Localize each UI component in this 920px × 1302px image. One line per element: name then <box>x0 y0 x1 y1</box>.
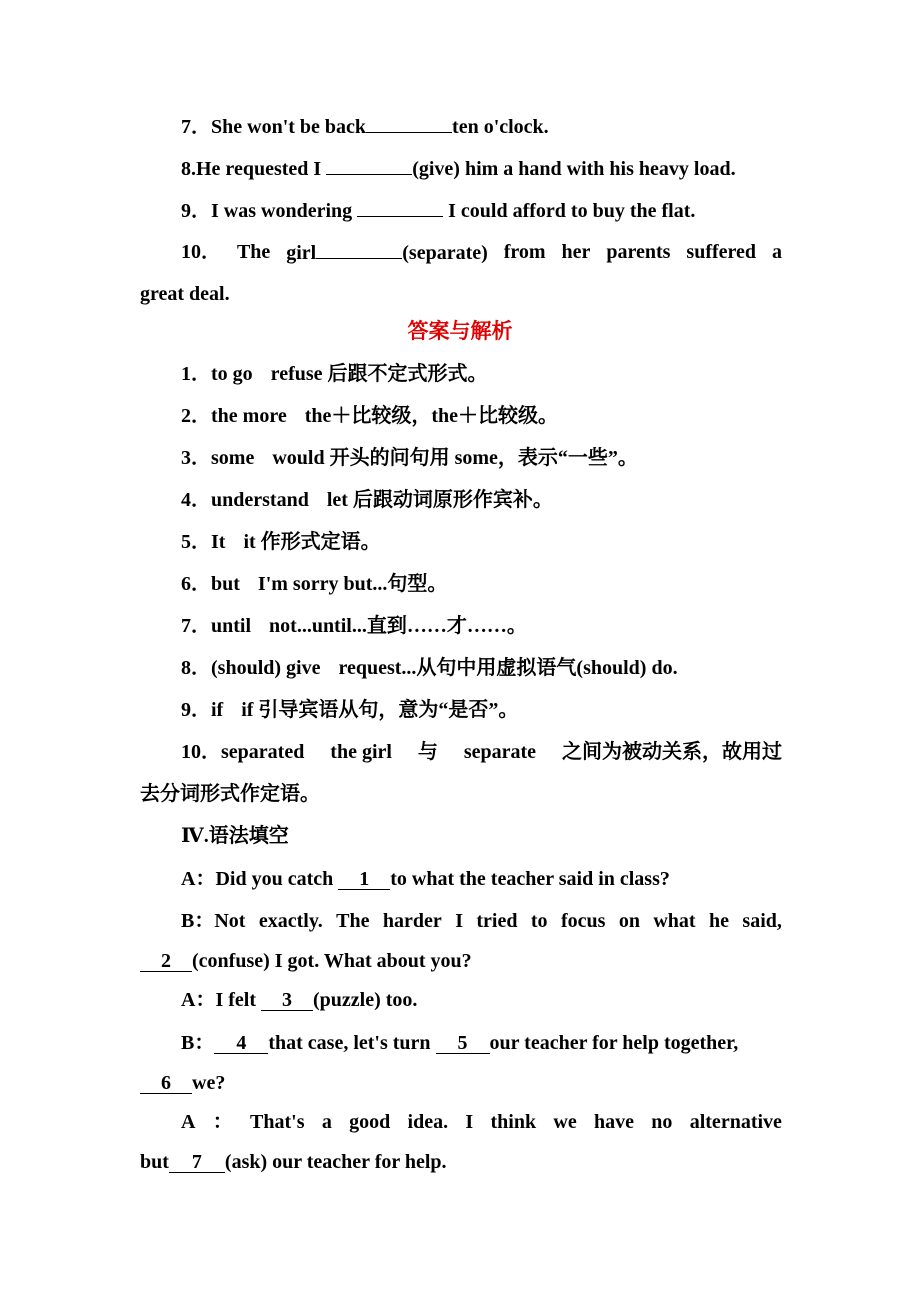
speaker: A： <box>181 989 216 1011</box>
dialogue-word: That's <box>250 1111 305 1133</box>
dialogue-word: alternative <box>689 1111 782 1133</box>
speaker: A <box>181 1111 196 1133</box>
dialogue-word: idea. <box>407 1111 449 1133</box>
question-text: ten o'clock. <box>452 116 549 138</box>
question-10 <box>181 239 782 266</box>
question-10-continuation: great deal. <box>140 283 230 305</box>
dialogue-text: that case, let's turn <box>268 1032 436 1054</box>
answer-value: some <box>211 447 255 469</box>
dialogue-word: focus <box>560 910 606 932</box>
dialogue-line-4-continuation <box>140 1070 782 1096</box>
answer-number: 3． <box>181 447 211 469</box>
numbered-blank: 1 <box>338 869 390 890</box>
dialogue-word: Not <box>214 910 246 932</box>
answer-explanation: refuse 后跟不定式形式。 <box>270 363 488 385</box>
answer-value: separated <box>221 741 305 763</box>
answer-explanation: not...until...直到……才……。 <box>269 615 527 637</box>
answer-explanation-word: 与 <box>417 741 438 763</box>
dialogue-word: exactly. <box>258 910 323 932</box>
question-text: I was wondering <box>211 200 358 222</box>
dialogue-word: have <box>594 1111 634 1133</box>
question-word: her <box>561 241 591 263</box>
section-4-title: Ⅳ.语法填空 <box>181 825 289 847</box>
dialogue-word: no <box>651 1111 673 1133</box>
dialogue-word: I <box>455 910 463 932</box>
question-text: He requested I <box>196 158 327 180</box>
dialogue-text: to what the teacher said in class? <box>390 868 670 890</box>
answer-value: if <box>211 699 224 721</box>
answer-number: 6． <box>181 573 211 595</box>
question-word: a <box>772 241 782 263</box>
dialogue-text: but <box>140 1151 169 1173</box>
answer-value: until <box>211 615 252 637</box>
question-8 <box>181 155 782 182</box>
dialogue-word: to <box>530 910 548 932</box>
question-number: 8. <box>181 158 196 180</box>
dialogue-text: our teacher for help together, <box>489 1032 739 1054</box>
dialogue-line-3 <box>181 987 782 1013</box>
answer-4 <box>181 487 782 513</box>
dialogue-line-5-continuation <box>140 1149 782 1175</box>
answer-3 <box>181 445 782 471</box>
question-7 <box>181 113 782 140</box>
answer-value: the more <box>211 405 287 427</box>
question-word: The <box>236 241 271 263</box>
question-number: 7． <box>181 116 211 138</box>
question-9 <box>181 197 782 224</box>
answer-blank <box>316 239 402 259</box>
answer-blank <box>326 155 412 175</box>
answer-explanation: request...从句中用虚拟语气(should) do. <box>338 657 678 679</box>
answer-value: to go <box>211 363 253 385</box>
dialogue-line-2 <box>181 908 782 934</box>
question-word: parents <box>606 241 671 263</box>
numbered-blank: 3 <box>261 990 313 1011</box>
answer-blank <box>366 113 452 133</box>
answer-7 <box>181 613 782 639</box>
dialogue-word: tried <box>476 910 518 932</box>
answer-number: 2． <box>181 405 211 427</box>
dialogue-line-1 <box>181 866 782 892</box>
dialogue-text: (confuse) I got. What about you? <box>192 950 472 972</box>
dialogue-word: a <box>321 1111 332 1133</box>
question-text: She won't be back <box>211 116 367 138</box>
dialogue-text: we? <box>192 1072 226 1094</box>
dialogue-word: on <box>618 910 640 932</box>
answer-explanation-word: separate <box>463 741 537 763</box>
answer-explanation: I'm sorry but...句型。 <box>257 573 448 595</box>
question-word: (separate) <box>402 242 488 264</box>
numbered-blank: 2 <box>140 951 192 972</box>
answers-heading: 答案与解析 <box>407 319 513 343</box>
answer-blank <box>357 197 443 217</box>
speaker: A： <box>181 868 216 890</box>
answer-number: 9． <box>181 699 211 721</box>
answer-explanation: it 作形式定语。 <box>243 531 381 553</box>
dialogue-text: (ask) our teacher for help. <box>224 1151 447 1173</box>
dialogue-word: good <box>349 1111 391 1133</box>
numbered-blank: 5 <box>436 1033 490 1054</box>
question-text: I could afford to buy the flat. <box>443 200 696 222</box>
dialogue-word: The <box>336 910 370 932</box>
dialogue-word: said, <box>742 910 782 932</box>
speaker: B： <box>181 910 215 932</box>
dialogue-word: what <box>653 910 696 932</box>
answer-2 <box>181 403 782 429</box>
dialogue-line-5 <box>181 1109 782 1135</box>
question-number: 9． <box>181 200 211 222</box>
answer-number: 4． <box>181 489 211 511</box>
dialogue-text: Did you catch <box>215 868 339 890</box>
answer-value: It <box>211 531 226 553</box>
question-word: girl <box>286 242 317 264</box>
question-number: 10． <box>181 241 221 263</box>
dialogue-text: (puzzle) too. <box>313 989 418 1011</box>
answer-explanation: let 后跟动词原形作宾补。 <box>326 489 553 511</box>
answer-5 <box>181 529 782 555</box>
answer-explanation: if 引导宾语从句，意为“是否”。 <box>241 699 519 721</box>
answer-value: understand <box>211 489 309 511</box>
answer-explanation-word: 之间为被动关系，故用过 <box>562 741 782 763</box>
speaker-colon: ： <box>212 1111 233 1133</box>
question-word: suffered <box>686 241 757 263</box>
answer-number: 5． <box>181 531 211 553</box>
dialogue-line-4 <box>181 1030 782 1056</box>
answer-8 <box>181 655 782 681</box>
dialogue-word: we <box>553 1111 577 1133</box>
numbered-blank: 7 <box>169 1152 225 1173</box>
answer-10-continuation: 去分词形式作定语。 <box>140 783 320 805</box>
answer-number: 7． <box>181 615 211 637</box>
question-word: from <box>503 241 546 263</box>
dialogue-word: harder <box>382 910 442 932</box>
answer-number: 1． <box>181 363 211 385</box>
numbered-blank: 4 <box>214 1033 268 1054</box>
answer-6 <box>181 571 782 597</box>
answer-explanation-word: the girl <box>330 741 392 763</box>
answer-9 <box>181 697 782 723</box>
dialogue-word: I <box>465 1111 474 1133</box>
dialogue-word: think <box>490 1111 537 1133</box>
question-text: (give) him a hand with his heavy load. <box>412 158 736 180</box>
dialogue-word: he <box>709 910 729 932</box>
answer-explanation: would 开头的问句用 some，表示“一些”。 <box>272 447 638 469</box>
answer-explanation: the＋比较级，the＋比较级。 <box>304 405 559 427</box>
answer-number: 8． <box>181 657 211 679</box>
dialogue-line-2-continuation <box>140 948 782 974</box>
answer-value: but <box>211 573 240 595</box>
answer-1 <box>181 361 782 387</box>
dialogue-text: I felt <box>215 989 261 1011</box>
answer-10 <box>181 739 782 765</box>
answer-value: (should) give <box>211 657 321 679</box>
answer-number: 10． <box>181 741 221 763</box>
speaker: B： <box>181 1032 215 1054</box>
numbered-blank: 6 <box>140 1073 192 1094</box>
